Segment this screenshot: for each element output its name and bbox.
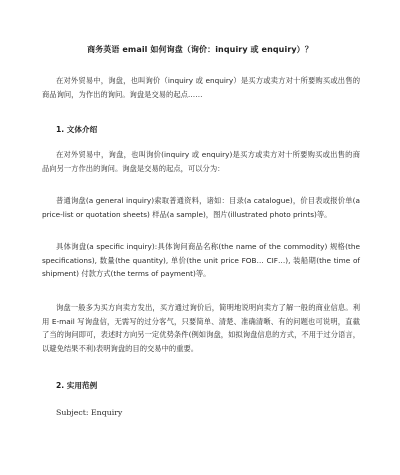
body-paragraph-1: 在对外贸易中，询盘，也叫询价(inquiry 或 enquiry)是买方或卖方对十所要购买或出售的商品向另一方作出的询问。询盘是交易的起点，可以分为：: [42, 150, 360, 173]
section-heading-2: 2. 实用范例: [56, 381, 98, 390]
intro-paragraph: 在对外贸易中，询盘，也叫询价（inquiry 或 enquiry）是买方或卖方对十所要购买或出售的商品询问，为作出的询问。询盘是交易的起点……: [42, 76, 360, 99]
section-heading-1: 1. 文体介绍: [56, 125, 98, 134]
body-paragraph-2: 普通询盘(a general inquiry)索取普通资料，诸如：目录(a catalogue)，价目表或报价单(a price-list or quotation sheets) 样品(a sample)，图片(illustrated photo prints)等。: [42, 196, 360, 219]
document-title: 商务英语 email 如何询盘（询价：inquiry 或 enquiry）？: [87, 45, 313, 54]
email-subject-line: Subject: Enquiry: [56, 408, 123, 417]
body-paragraph-3: 具体询盘(a specific inquiry):具体询问商品名称(the name of the commodity) 规格(the specifications), 数量(the quantity), 单价(the unit price FOB… CIF…), 装船期(the time of shipment) 付款方式(the terms of payment)等。: [42, 242, 360, 278]
body-paragraph-4: 询盘一般多为买方向卖方发出，买方通过询价后，简明地说明向卖方了解一般的商业信息。利用 E-mail 写询盘信，无需写的过分客气，只要简单、清楚、准确清晰、有的问题也可说明，直截了当的询问即可，表述时方向另一定优势条件(例如询盘，如拟询盘信息的方式，不用于过分语言，以避免结果不利)表明询盘的目的交易中的重要。: [42, 303, 360, 353]
